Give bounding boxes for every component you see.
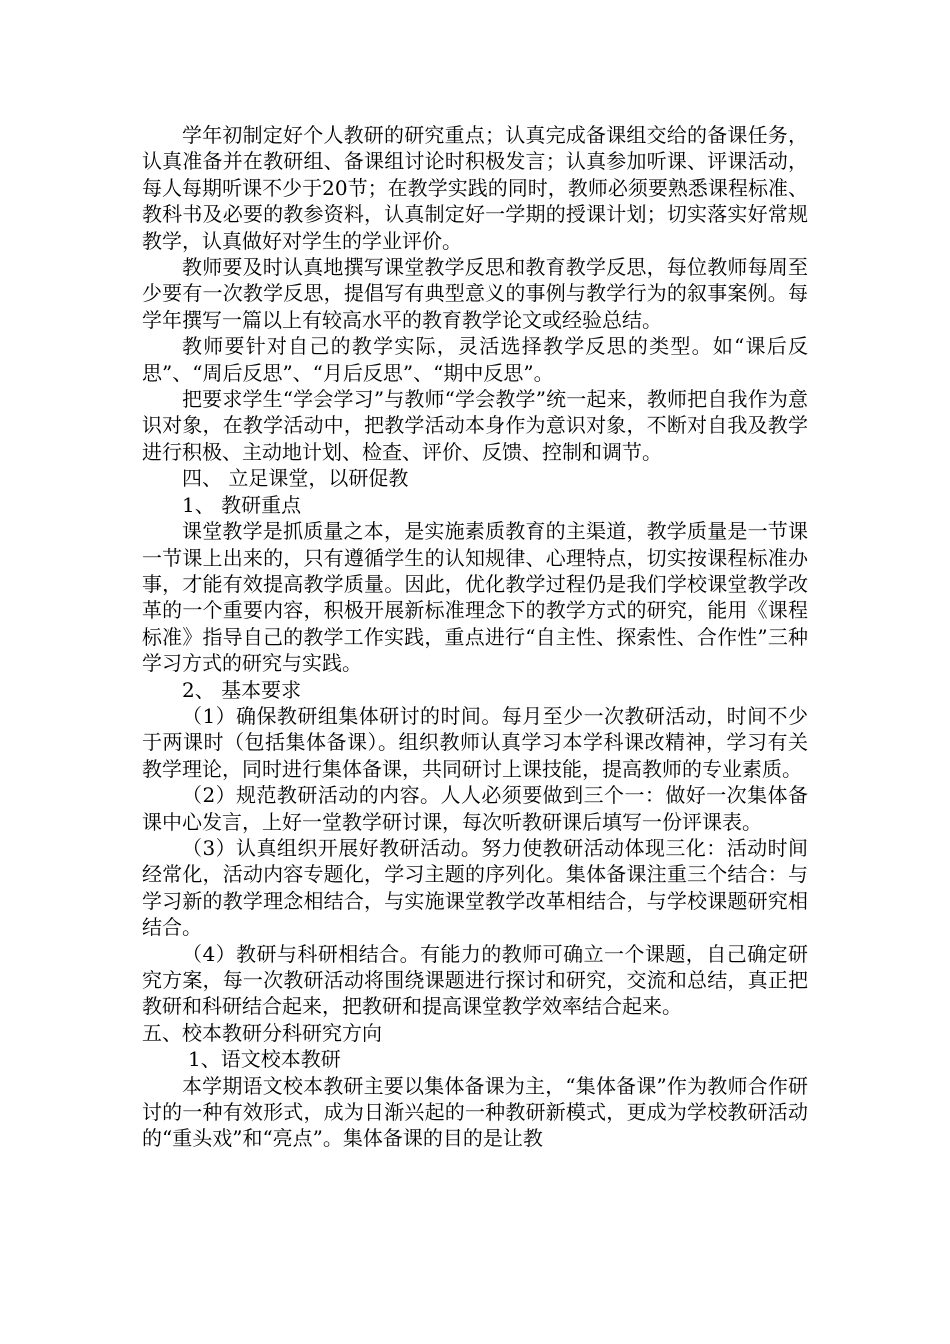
section-heading-4: 四、 立足课堂，以研促教 xyxy=(182,466,409,491)
paragraph-research-focus: 学年初制定好个人教研的研究重点；认真完成备课组交给的备课任务，认真准备并在教研组、备课组讨论时积极发言；认真参加听课、评课活动，每人每期听课不少于20节；在教学实践的同时，教师必须要熟悉课程标准、教科书及必要的教参资料，认真制定好一学期的授课计划；切实落实好常规教学，认真做好对学生的学业评价。 xyxy=(142,123,808,253)
paragraph-reflection-types: 教师要针对自己的教学实际，灵活选择教学反思的类型。如“课后反思”、“周后反思”、“月后反思”、“期中反思”。 xyxy=(142,334,808,385)
subheading-basic-requirements: 2、 基本要求 xyxy=(182,677,302,702)
document-page xyxy=(142,122,808,1152)
subheading-chinese-research: 1、语文校本教研 xyxy=(188,1047,341,1072)
paragraph-teaching-reflection: 教师要及时认真地撰写课堂教学反思和教育教学反思，每位教师每周至少要有一次教学反思，提倡写有典型意义的事例与教学行为的叙事案例。每学年撰写一篇以上有较高水平的教育教学论文或经验总结。 xyxy=(142,255,808,332)
requirement-item-3: （3）认真组织开展好教研活动。努力使教研活动体现三化：活动时间经常化，活动内容专题化，学习主题的序列化。集体备课注重三个结合：与学习新的教学理念相结合，与实施课堂教学改革相结合，与学校课题研究相结合。 xyxy=(142,835,808,940)
subheading-research-focus: 1、 教研重点 xyxy=(182,492,302,517)
section-heading-5: 五、校本教研分科研究方向 xyxy=(142,1020,382,1045)
requirement-item-2: （2）规范教研活动的内容。人人必须要做到三个一：做好一次集体备课中心发言，上好一堂教学研讨课，每次听教研课后填写一份评课表。 xyxy=(142,783,808,834)
paragraph-learn-to-learn: 把要求学生“学会学习”与教师“学会教学”统一起来，教师把自我作为意识对象，在教学活动中，把教学活动本身作为意识对象，不断对自我及教学进行积极、主动地计划、检查、评价、反馈、控制和调节。 xyxy=(142,387,808,464)
requirement-item-4: （4）教研与科研相结合。有能力的教师可确立一个课题，自己确定研究方案，每一次教研活动将围绕课题进行探讨和研究，交流和总结，真正把教研和科研结合起来，把教研和提高课堂教学效率结合起来。 xyxy=(142,941,808,1019)
paragraph-classroom-teaching: 课堂教学是抓质量之本，是实施素质教育的主渠道，教学质量是一节课一节课上出来的，只有遵循学生的认知规律、心理特点，切实按课程标准办事，才能有效提高教学质量。因此，优化教学过程仍是我们学校课堂教学改革的一个重要内容，积极开展新标准理念下的教学方式的研究，能用《课程标准》指导自己的教学工作实践，重点进行“自主性、探索性、合作性”三种学习方式的研究与实践。 xyxy=(142,519,808,676)
requirement-item-1: （1）确保教研组集体研讨的时间。每月至少一次教研活动，时间不少于两课时（包括集体备课）。组织教师认真学习本学科课改精神，学习有关教学理论，同时进行集体备课，共同研讨上课技能，提高教师的专业素质。 xyxy=(142,703,808,781)
paragraph-collective-lesson-prep: 本学期语文校本教研主要以集体备课为主，“集体备课”作为教师合作研讨的一种有效形式，成为日渐兴起的一种教研新模式，更成为学校教研活动的“重头戏”和“亮点”。集体备课的目的是让教 xyxy=(142,1073,808,1151)
